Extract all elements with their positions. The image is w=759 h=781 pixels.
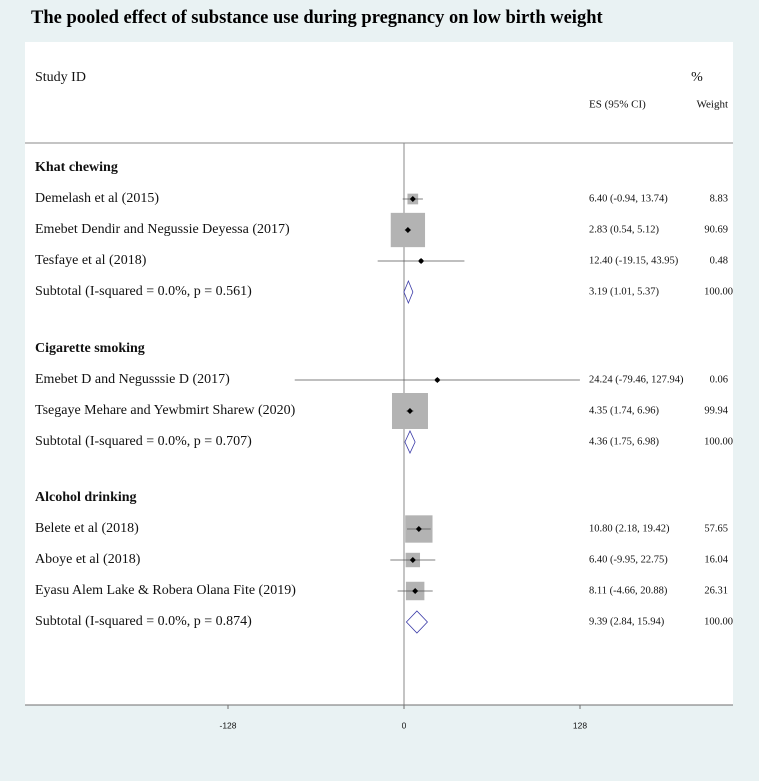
study-label: Eyasu Alem Lake & Robera Olana Fite (2019) xyxy=(35,583,296,599)
point-estimate xyxy=(434,377,440,383)
subtotal-label: Subtotal (I-squared = 0.0%, p = 0.707) xyxy=(35,434,252,450)
x-tick-label: 0 xyxy=(401,720,407,731)
subtotal-label: Subtotal (I-squared = 0.0%, p = 0.561) xyxy=(35,284,252,300)
study-label: Belete et al (2018) xyxy=(35,521,139,537)
study-label: Tsegaye Mehare and Yewbmirt Sharew (2020) xyxy=(35,403,296,419)
study-weight: 99.94 xyxy=(704,405,728,417)
study-weight: 8.83 xyxy=(709,193,728,205)
study-es-ci: 4.35 (1.74, 6.96) xyxy=(589,405,659,417)
subtotal-weight: 100.00 xyxy=(704,616,733,628)
group-heading: Alcohol drinking xyxy=(35,490,137,506)
study-label: Emebet D and Negusssie D (2017) xyxy=(35,372,230,388)
study-weight: 26.31 xyxy=(704,585,728,597)
x-tick-label: -128 xyxy=(219,720,237,731)
study-weight: 16.04 xyxy=(704,554,728,566)
header-percent: % xyxy=(691,70,703,86)
subtotal-es-ci: 3.19 (1.01, 5.37) xyxy=(589,286,659,298)
subtotal-weight: 100.00 xyxy=(704,436,733,448)
study-weight: 0.06 xyxy=(709,374,728,386)
study-es-ci: 6.40 (-0.94, 13.74) xyxy=(589,193,668,205)
header-weight: Weight xyxy=(696,98,728,111)
study-es-ci: 10.80 (2.18, 19.42) xyxy=(589,523,670,535)
study-label: Emebet Dendir and Negussie Deyessa (2017) xyxy=(35,222,290,238)
study-es-ci: 8.11 (-4.66, 20.88) xyxy=(589,585,668,597)
study-es-ci: 6.40 (-9.95, 22.75) xyxy=(589,554,668,566)
header-study-id: Study ID xyxy=(35,70,86,86)
study-label: Aboye et al (2018) xyxy=(35,552,141,568)
study-es-ci: 2.83 (0.54, 5.12) xyxy=(589,224,659,236)
study-es-ci: 24.24 (-79.46, 127.94) xyxy=(589,374,684,386)
chart-title: The pooled effect of substance use during pregnancy on low birth weight xyxy=(31,8,603,28)
study-label: Demelash et al (2015) xyxy=(35,191,160,207)
study-weight: 90.69 xyxy=(704,224,728,236)
subtotal-label: Subtotal (I-squared = 0.0%, p = 0.874) xyxy=(35,614,252,630)
pooled-diamond xyxy=(405,431,415,453)
x-tick-label: 128 xyxy=(572,720,588,731)
study-label: Tesfaye et al (2018) xyxy=(35,253,147,269)
group-heading: Cigarette smoking xyxy=(35,341,145,357)
subtotal-weight: 100.00 xyxy=(704,286,733,298)
subtotal-es-ci: 4.36 (1.75, 6.98) xyxy=(589,436,659,448)
header-es-ci: ES (95% CI) xyxy=(589,98,646,111)
group-heading: Khat chewing xyxy=(35,160,118,176)
pooled-diamond xyxy=(406,611,427,633)
subtotal-es-ci: 9.39 (2.84, 15.94) xyxy=(589,616,665,628)
study-es-ci: 12.40 (-19.15, 43.95) xyxy=(589,255,679,267)
pooled-diamond xyxy=(404,281,413,303)
study-weight: 57.65 xyxy=(704,523,728,535)
point-estimate xyxy=(418,258,424,264)
study-weight: 0.48 xyxy=(709,255,728,267)
